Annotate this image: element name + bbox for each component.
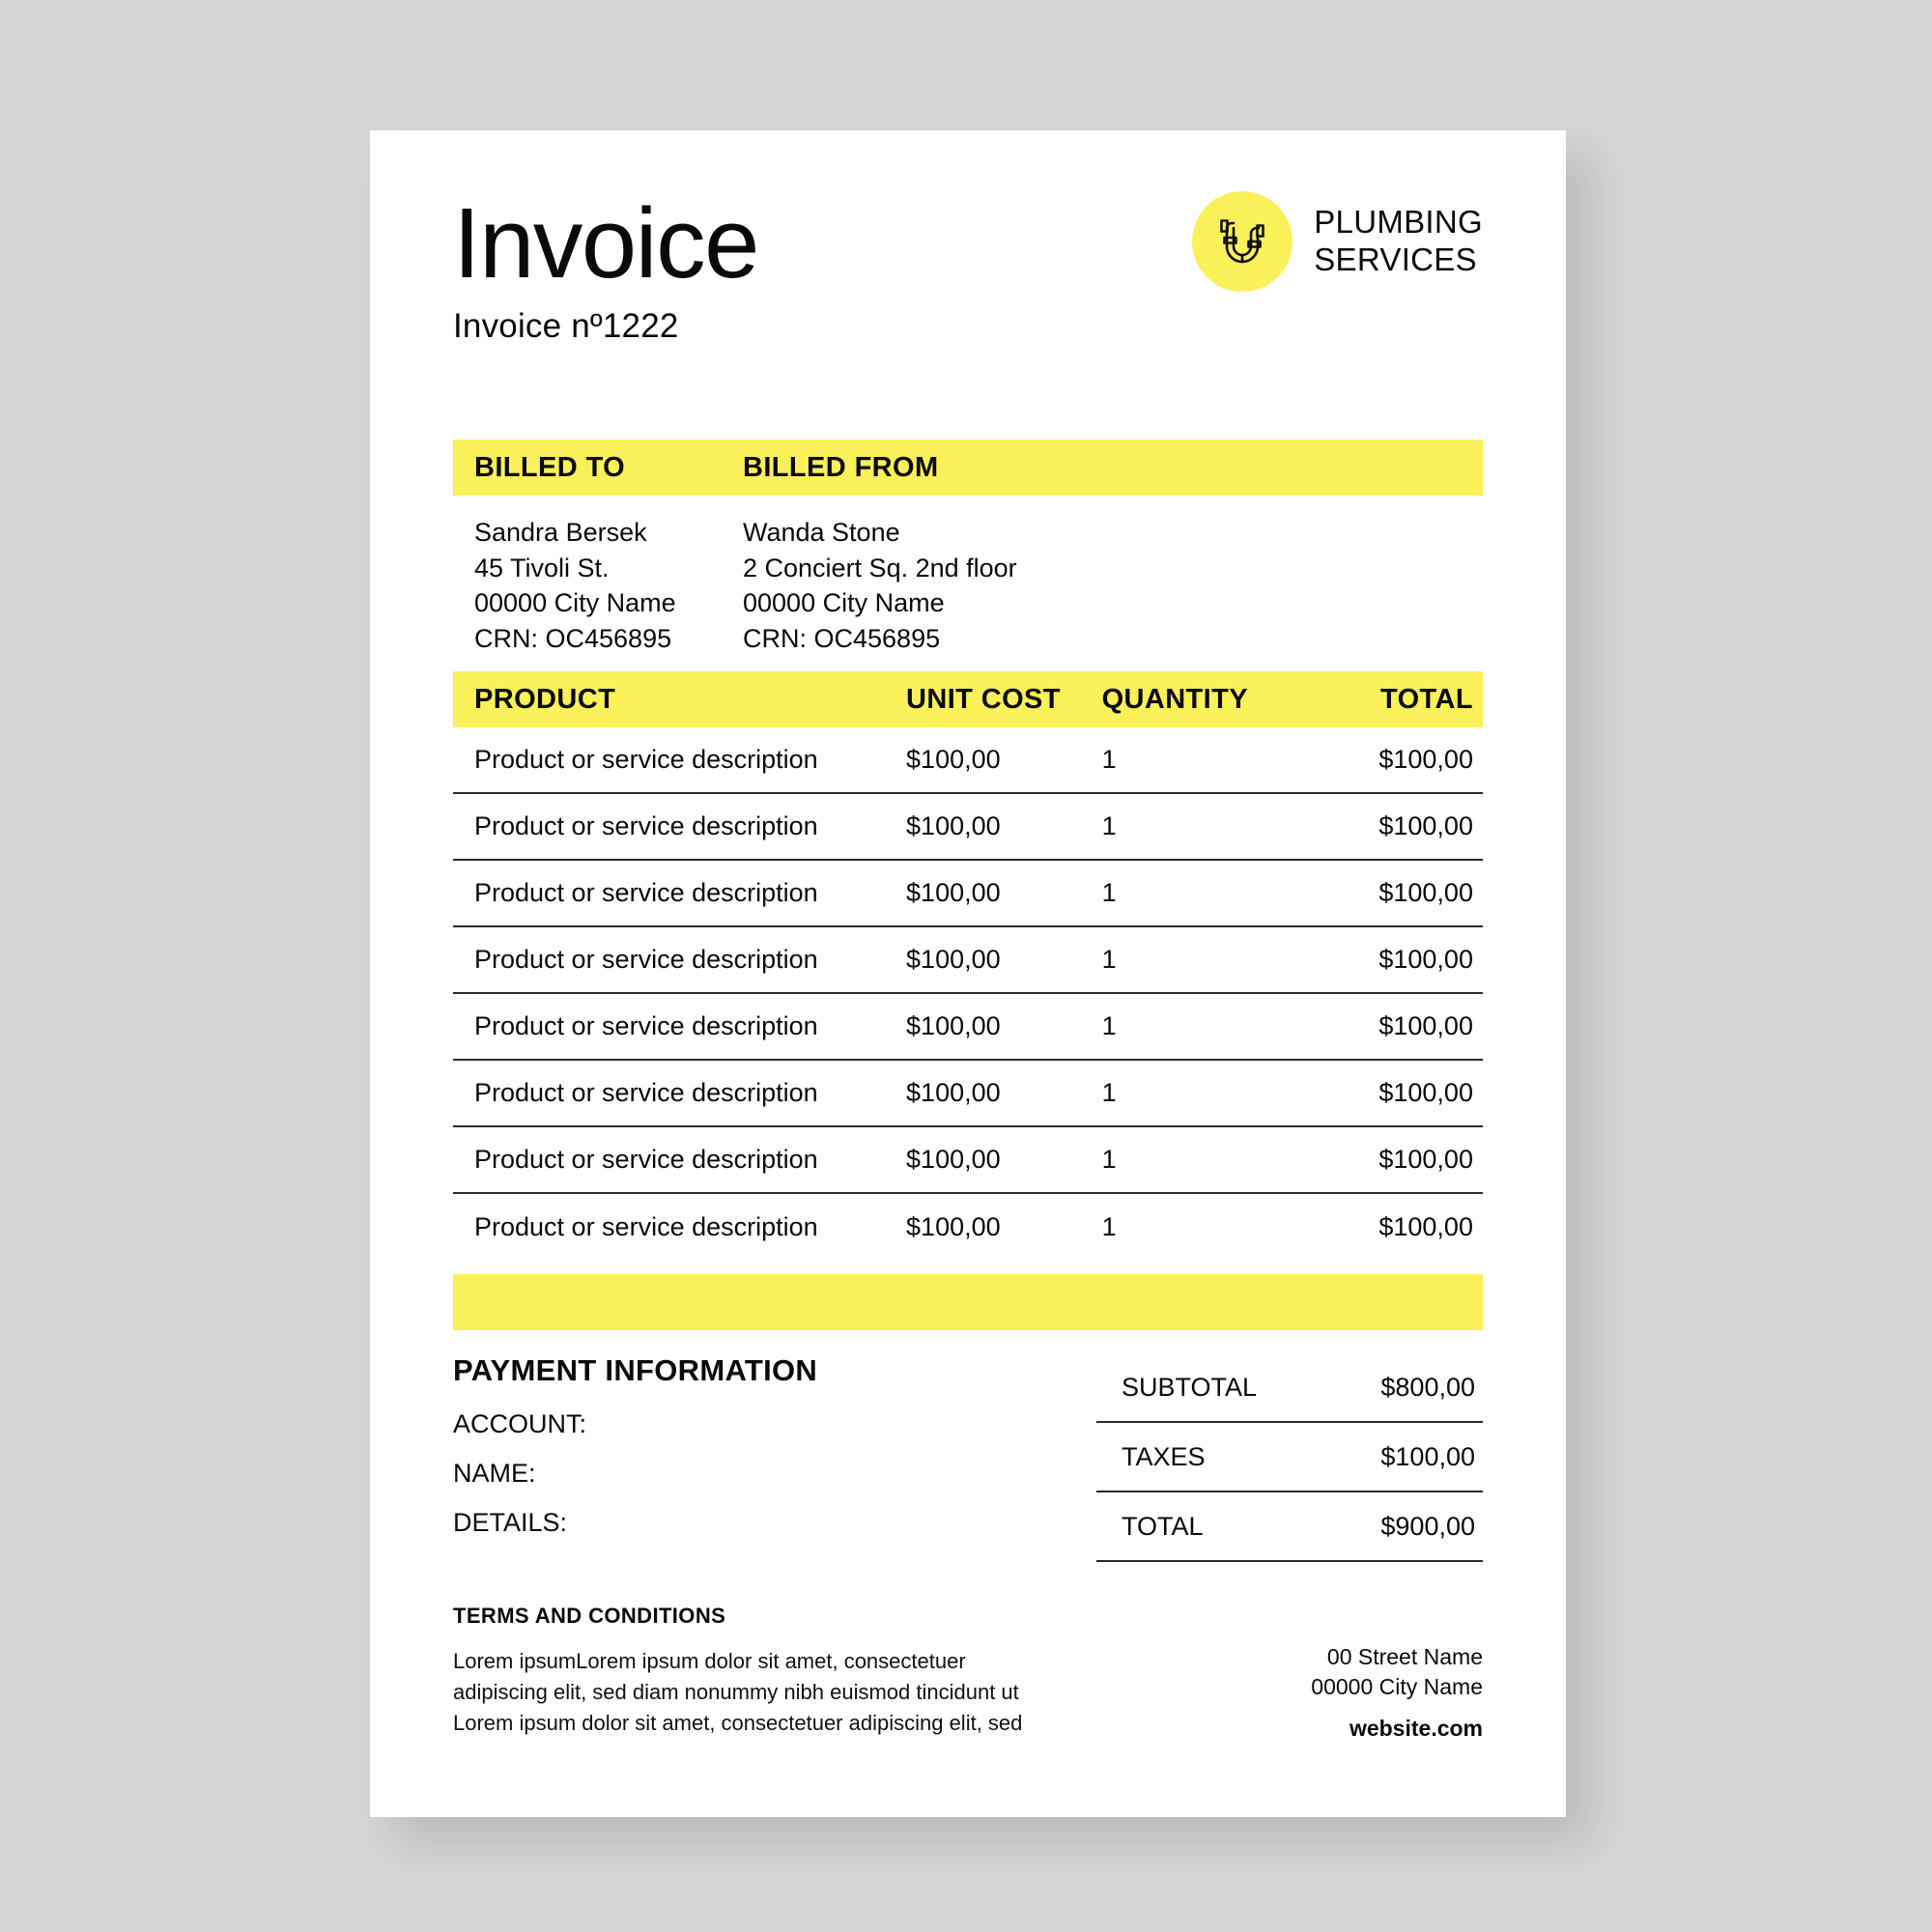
billed-to-name: Sandra Bersek — [474, 518, 647, 547]
billed-from-street: 2 Conciert Sq. 2nd floor — [743, 553, 1017, 582]
subtotal-value: $800,00 — [1380, 1372, 1475, 1402]
cell-total: $100,00 — [1378, 811, 1473, 840]
cell-product: Product or service description — [474, 1078, 818, 1107]
subtotal-row — [1096, 1353, 1483, 1423]
subtotal-label: SUBTOTAL — [1122, 1372, 1258, 1402]
column-header-total: TOTAL — [1380, 683, 1473, 715]
brand-line-1: PLUMBING — [1314, 204, 1483, 241]
cell-total: $100,00 — [1378, 1145, 1473, 1174]
cell-quantity: 1 — [1101, 1212, 1117, 1241]
footer-contact — [1311, 1642, 1483, 1744]
payment-information-title: PAYMENT INFORMATION — [453, 1353, 818, 1387]
cell-product: Product or service description — [474, 745, 818, 774]
cell-unit-cost: $100,00 — [906, 811, 1001, 840]
parties-header-bar — [453, 440, 1483, 496]
cell-quantity: 1 — [1101, 1078, 1117, 1107]
table-row — [453, 994, 1483, 1061]
terms-and-conditions — [453, 1604, 1033, 1739]
brand-name — [1314, 204, 1483, 279]
taxes-value: $100,00 — [1380, 1441, 1475, 1471]
column-header-product: PRODUCT — [474, 683, 616, 715]
payment-information-block — [453, 1353, 994, 1562]
footer-street: 00 Street Name — [1326, 1644, 1483, 1669]
cell-product: Product or service description — [474, 811, 818, 840]
totals-block — [1096, 1353, 1483, 1562]
billed-from-name: Wanda Stone — [743, 518, 900, 547]
billed-from-city: 00000 City Name — [743, 588, 945, 618]
grand-total-row — [1096, 1492, 1483, 1562]
cell-unit-cost: $100,00 — [906, 1011, 1001, 1040]
cell-unit-cost: $100,00 — [906, 878, 1001, 907]
grand-total-value: $900,00 — [1380, 1511, 1475, 1541]
cell-total: $100,00 — [1378, 745, 1473, 774]
terms-title: TERMS AND CONDITIONS — [453, 1604, 726, 1628]
billed-to-label: BILLED TO — [474, 451, 626, 483]
cell-quantity: 1 — [1101, 811, 1117, 840]
payment-account-label: ACCOUNT: — [453, 1409, 587, 1438]
cell-unit-cost: $100,00 — [906, 1212, 1001, 1241]
billed-to-crn: CRN: OC456895 — [474, 624, 672, 654]
table-row — [453, 861, 1483, 927]
taxes-row — [1096, 1423, 1483, 1492]
cell-unit-cost: $100,00 — [906, 1145, 1001, 1174]
billed-from-crn: CRN: OC456895 — [743, 624, 941, 654]
table-row — [453, 1194, 1483, 1261]
cell-total: $100,00 — [1378, 878, 1473, 907]
summary-section — [453, 1353, 1483, 1562]
invoice-header — [370, 130, 1566, 411]
billed-from-label: BILLED FROM — [743, 451, 939, 483]
table-row — [453, 1061, 1483, 1127]
table-row — [453, 794, 1483, 861]
payment-name-label: NAME: — [453, 1459, 536, 1488]
grand-total-label: TOTAL — [1122, 1511, 1204, 1541]
cell-product: Product or service description — [474, 945, 818, 974]
accent-divider-bar — [453, 1274, 1483, 1330]
brand-line-2: SERVICES — [1314, 242, 1477, 277]
billed-to-city: 00000 City Name — [474, 588, 676, 618]
cell-total: $100,00 — [1378, 1078, 1473, 1107]
cell-total: $100,00 — [1378, 1011, 1473, 1040]
cell-total: $100,00 — [1378, 945, 1473, 974]
footer-city: 00000 City Name — [1311, 1674, 1483, 1700]
taxes-label: TAXES — [1122, 1441, 1206, 1471]
footer-website[interactable]: website.com — [1349, 1716, 1483, 1742]
invoice-document — [370, 130, 1566, 1817]
terms-body: Lorem ipsumLorem ipsum dolor sit amet, consectetuer adipiscing elit, sed diam nonummy nibh euismod tincidunt ut Lorem ipsum dolor sit amet, consectetuer adipiscing elit, sed — [453, 1649, 1023, 1735]
column-header-unit-cost: UNIT COST — [906, 683, 1061, 715]
table-row — [453, 727, 1483, 794]
plumbing-pipe-icon — [1192, 191, 1293, 292]
page-title: Invoice — [453, 187, 758, 298]
cell-quantity: 1 — [1101, 945, 1117, 974]
cell-unit-cost: $100,00 — [906, 745, 1001, 774]
cell-unit-cost: $100,00 — [906, 1078, 1001, 1107]
cell-unit-cost: $100,00 — [906, 945, 1001, 974]
title-block — [453, 187, 758, 346]
payment-details-label: DETAILS: — [453, 1508, 568, 1537]
table-row — [453, 927, 1483, 994]
brand-lockup — [1192, 191, 1483, 292]
invoice-number: Invoice nº1222 — [453, 306, 679, 345]
cell-product: Product or service description — [474, 1212, 818, 1241]
cell-product: Product or service description — [474, 1145, 818, 1174]
billed-to-street: 45 Tivoli St. — [474, 553, 610, 582]
parties-body — [453, 515, 1483, 657]
cell-quantity: 1 — [1101, 1145, 1117, 1174]
table-body — [453, 727, 1483, 1261]
billed-from-block — [722, 515, 1017, 657]
cell-product: Product or service description — [474, 1011, 818, 1040]
cell-quantity: 1 — [1101, 745, 1117, 774]
cell-product: Product or service description — [474, 878, 818, 907]
billed-to-block — [453, 515, 722, 657]
cell-total: $100,00 — [1378, 1212, 1473, 1241]
table-row — [453, 1127, 1483, 1194]
cell-quantity: 1 — [1101, 878, 1117, 907]
cell-quantity: 1 — [1101, 1011, 1117, 1040]
table-header-row — [453, 671, 1483, 727]
column-header-quantity: QUANTITY — [1101, 683, 1248, 715]
items-table — [453, 671, 1483, 1261]
